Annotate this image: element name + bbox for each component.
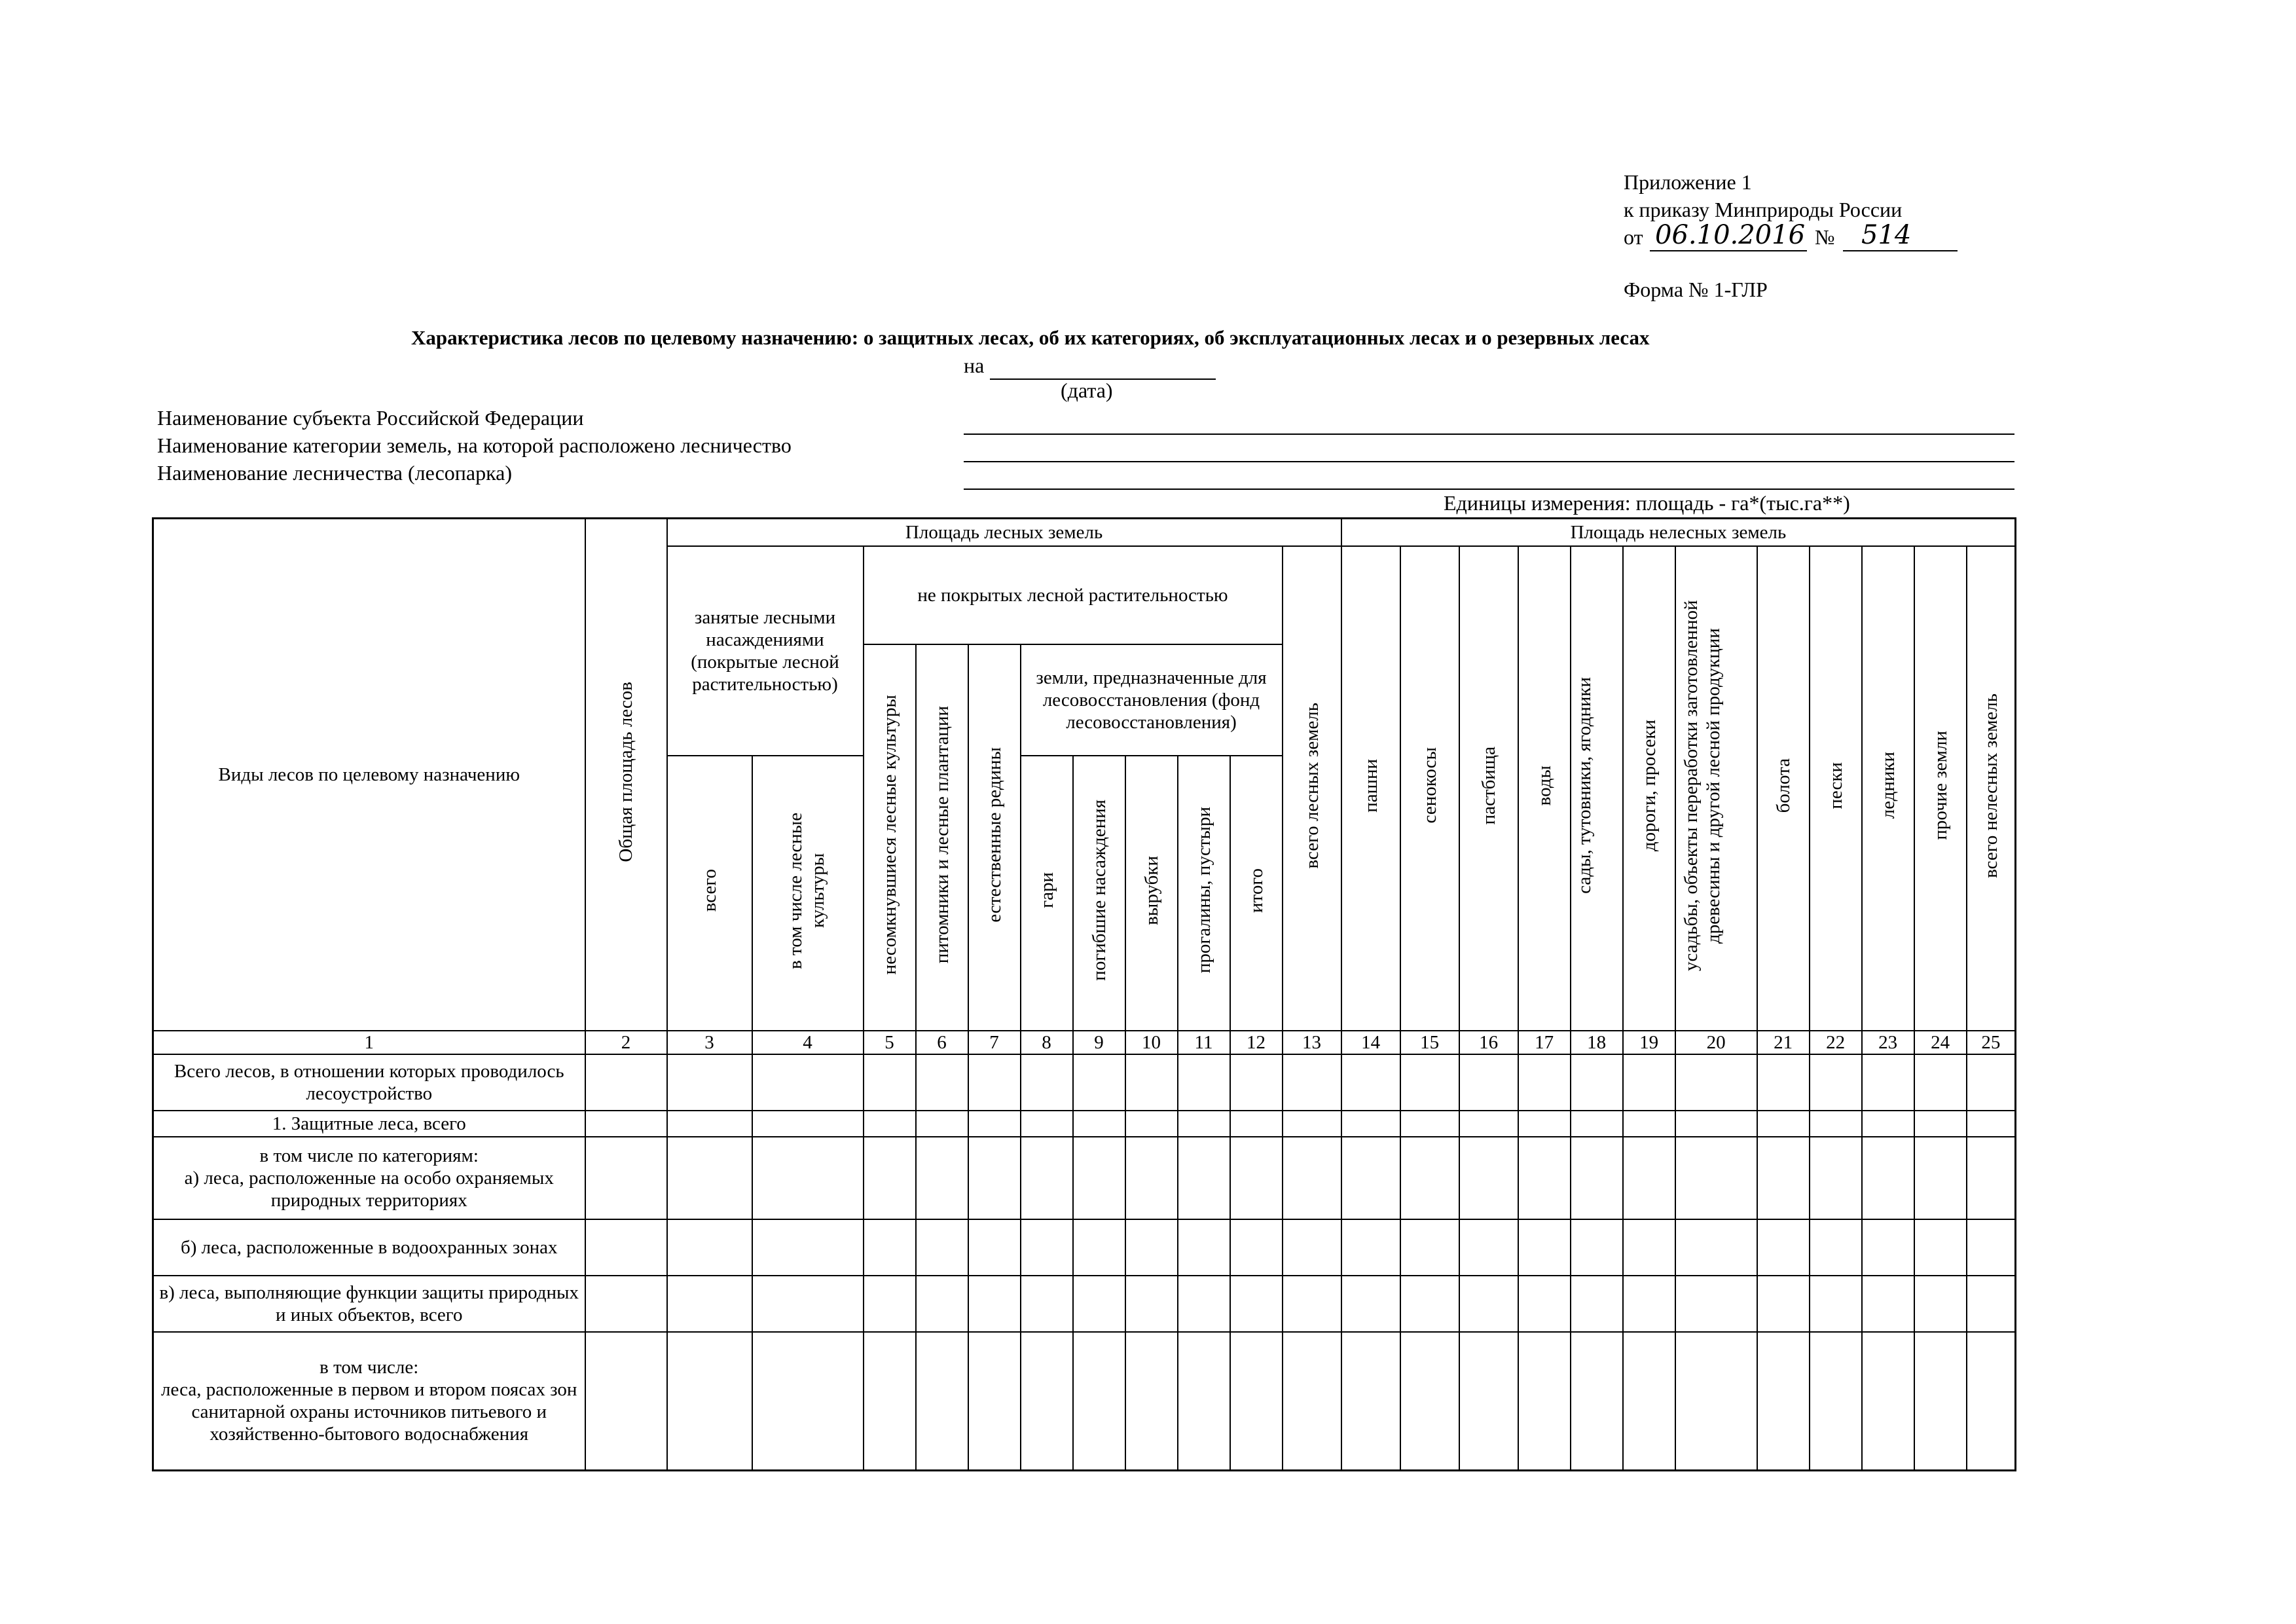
data-cell-col-18[interactable] [1571, 1276, 1623, 1332]
data-cell-col-4[interactable] [752, 1332, 864, 1471]
data-cell-col-22[interactable] [1810, 1276, 1862, 1332]
col-number: 18 [1571, 1031, 1623, 1054]
field-forestry-line[interactable] [964, 489, 2014, 490]
data-cell-col-18[interactable] [1571, 1332, 1623, 1471]
field-land-category-label: Наименование категории земель, на которой расположено лесничество [157, 434, 792, 457]
field-land-category-line[interactable] [964, 461, 2014, 462]
data-cell-col-25[interactable] [1967, 1111, 2016, 1137]
data-cell-col-15[interactable] [1400, 1276, 1459, 1332]
data-cell-col-24[interactable] [1914, 1332, 1967, 1471]
data-cell-col-20[interactable] [1675, 1332, 1757, 1471]
data-cell-col-20[interactable] [1675, 1137, 1757, 1219]
data-cell-col-8[interactable] [1021, 1219, 1073, 1276]
data-cell-col-6[interactable] [916, 1332, 968, 1471]
col-header-11 [1178, 756, 1230, 1031]
data-cell-col-2[interactable] [585, 1276, 667, 1332]
data-cell-col-22[interactable] [1810, 1054, 1862, 1111]
col-header-9 [1073, 756, 1125, 1031]
data-cell-col-13[interactable] [1283, 1054, 1341, 1111]
data-cell-col-9[interactable] [1073, 1054, 1125, 1111]
data-cell-col-9[interactable] [1073, 1111, 1125, 1137]
data-cell-col-21[interactable] [1757, 1332, 1810, 1471]
col-header-19-text: дороги, просеки [1638, 719, 1660, 852]
data-cell-col-5[interactable] [864, 1111, 916, 1137]
document-title: Характеристика лесов по целевому назначению: о защитных лесах, об их категориях, об эксплуатационных лесах и о резервных лесах [411, 326, 1650, 349]
data-cell-col-22[interactable] [1810, 1219, 1862, 1276]
col-header-total-text: Общая площадь лесов [615, 681, 636, 862]
data-cell-col-24[interactable] [1914, 1276, 1967, 1332]
data-cell-col-21[interactable] [1757, 1137, 1810, 1219]
col-header-3 [667, 756, 752, 1031]
col-header-24-text: прочие земли [1929, 731, 1951, 840]
data-cell-col-17[interactable] [1518, 1054, 1571, 1111]
col-number: 20 [1675, 1031, 1757, 1054]
data-cell-col-5[interactable] [864, 1332, 916, 1471]
data-cell-col-19[interactable] [1623, 1332, 1675, 1471]
data-cell-col-12[interactable] [1230, 1111, 1283, 1137]
data-cell-col-16[interactable] [1459, 1276, 1518, 1332]
col-number: 25 [1967, 1031, 2016, 1054]
field-subject-label: Наименование субъекта Российской Федерации [157, 406, 584, 430]
col-header-8 [1021, 756, 1073, 1031]
data-cell-col-23[interactable] [1862, 1219, 1914, 1276]
data-cell-col-16[interactable] [1459, 1332, 1518, 1471]
col-header-25 [1967, 546, 2016, 1031]
data-cell-col-15[interactable] [1400, 1332, 1459, 1471]
col-number: 13 [1283, 1031, 1341, 1054]
data-cell-col-18[interactable] [1571, 1219, 1623, 1276]
data-cell-col-16[interactable] [1459, 1054, 1518, 1111]
order-date-row [1624, 224, 1643, 250]
col-header-5-text: несомкнувшиеся лесные культуры [879, 694, 900, 975]
col-number: 16 [1459, 1031, 1518, 1054]
col-header-10 [1125, 756, 1178, 1031]
data-cell-col-4[interactable] [752, 1137, 864, 1219]
data-cell-col-17[interactable] [1518, 1111, 1571, 1137]
data-cell-col-11[interactable] [1178, 1332, 1230, 1471]
col-header-12 [1230, 756, 1283, 1031]
subgroup-not-covered-text: не покрытых лесной растительностью [917, 584, 1228, 606]
data-cell-col-19[interactable] [1623, 1137, 1675, 1219]
group-nonforest-land-text: Площадь нелесных земель [1570, 521, 1787, 543]
column-numbers-row [153, 1031, 2016, 1054]
col-header-15-text: сенокосы [1419, 747, 1440, 824]
data-cell-col-16[interactable] [1459, 1111, 1518, 1137]
data-cell-col-21[interactable] [1757, 1111, 1810, 1137]
data-cell-col-15[interactable] [1400, 1111, 1459, 1137]
col-header-4 [752, 756, 864, 1031]
col-header-6-text: питомники и лесные плантации [931, 705, 953, 964]
col-number: 10 [1125, 1031, 1178, 1054]
table-row [153, 1054, 2016, 1111]
order-number-handwritten: 514 [1861, 220, 1912, 250]
data-cell-col-5[interactable] [864, 1276, 916, 1332]
col-header-kind-text: Виды лесов по целевому назначению [218, 764, 520, 785]
field-forestry-label: Наименование лесничества (лесопарка) [157, 461, 513, 485]
data-cell-col-8[interactable] [1021, 1332, 1073, 1471]
col-number: 12 [1230, 1031, 1283, 1054]
data-cell-col-18[interactable] [1571, 1054, 1623, 1111]
data-cell-col-4[interactable] [752, 1219, 864, 1276]
col-header-20 [1675, 546, 1757, 1031]
data-cell-col-15[interactable] [1400, 1219, 1459, 1276]
data-cell-col-9[interactable] [1073, 1276, 1125, 1332]
data-cell-col-18[interactable] [1571, 1111, 1623, 1137]
data-cell-col-3[interactable] [667, 1111, 752, 1137]
data-cell-col-24[interactable] [1914, 1219, 1967, 1276]
date-caption: (дата) [1061, 378, 1113, 402]
number-prefix: № [1815, 225, 1835, 249]
data-cell-col-13[interactable] [1283, 1332, 1341, 1471]
table-row [153, 1332, 2016, 1471]
col-number: 3 [667, 1031, 752, 1054]
col-header-20-text: усадьбы, объекты переработки заготовленной древесины и другой лесной продукции [1681, 600, 1724, 971]
data-cell-col-20[interactable] [1675, 1054, 1757, 1111]
data-cell-col-14[interactable] [1341, 1111, 1400, 1137]
data-cell-col-25[interactable] [1967, 1332, 2016, 1471]
data-cell-col-8[interactable] [1021, 1137, 1073, 1219]
col-header-17 [1518, 546, 1571, 1031]
data-cell-col-6[interactable] [916, 1137, 968, 1219]
group-nonforest-land [1341, 519, 2016, 546]
data-cell-col-3[interactable] [667, 1137, 752, 1219]
col-number: 4 [752, 1031, 864, 1054]
col-header-4-text: в том числе лесные культуры [784, 811, 828, 969]
col-header-21 [1757, 546, 1810, 1031]
data-cell-col-14[interactable] [1341, 1137, 1400, 1219]
order-date-handwritten: 06.10.2016 [1655, 220, 1806, 250]
data-cell-col-25[interactable] [1967, 1137, 2016, 1219]
table-row [153, 1137, 2016, 1219]
col-number: 7 [968, 1031, 1021, 1054]
forest-table [152, 517, 2016, 1471]
data-cell-col-23[interactable] [1862, 1111, 1914, 1137]
data-cell-col-3[interactable] [667, 1054, 752, 1111]
data-cell-col-23[interactable] [1862, 1332, 1914, 1471]
col-number: 22 [1810, 1031, 1862, 1054]
data-cell-col-16[interactable] [1459, 1219, 1518, 1276]
row-label: в) леса, выполняющие функции защиты природных и иных объектов, всего [153, 1276, 585, 1332]
row-label: в том числе: леса, расположенные в первом и втором поясах зон санитарной охраны источников питьевого и хозяйственно-бытового водоснабжения [153, 1332, 585, 1471]
data-cell-col-17[interactable] [1518, 1332, 1571, 1471]
data-cell-col-19[interactable] [1623, 1111, 1675, 1137]
col-header-6 [916, 644, 968, 1031]
data-cell-col-7[interactable] [968, 1332, 1021, 1471]
data-cell-col-21[interactable] [1757, 1276, 1810, 1332]
col-header-12-text: итого [1245, 868, 1267, 913]
col-number: 8 [1021, 1031, 1073, 1054]
col-header-14-text: пашни [1360, 758, 1381, 813]
data-cell-col-13[interactable] [1283, 1219, 1341, 1276]
appendix-label: Приложение 1 [1624, 170, 1752, 194]
table-row [153, 1111, 2016, 1137]
field-subject-line[interactable] [964, 434, 2014, 435]
data-cell-col-6[interactable] [916, 1276, 968, 1332]
data-cell-col-4[interactable] [752, 1111, 864, 1137]
data-cell-col-17[interactable] [1518, 1219, 1571, 1276]
data-cell-col-22[interactable] [1810, 1137, 1862, 1219]
col-number: 6 [916, 1031, 968, 1054]
data-cell-col-11[interactable] [1178, 1219, 1230, 1276]
data-cell-col-25[interactable] [1967, 1219, 2016, 1276]
order-label: к приказу Минприроды России [1624, 198, 1903, 221]
data-cell-col-9[interactable] [1073, 1219, 1125, 1276]
col-header-22-text: пески [1825, 762, 1846, 809]
col-number: 9 [1073, 1031, 1125, 1054]
col-header-16 [1459, 546, 1518, 1031]
data-cell-col-6[interactable] [916, 1054, 968, 1111]
table-row [153, 1219, 2016, 1276]
data-cell-col-17[interactable] [1518, 1276, 1571, 1332]
order-number-underline [1843, 220, 1958, 251]
data-cell-col-20[interactable] [1675, 1219, 1757, 1276]
data-cell-col-10[interactable] [1125, 1219, 1178, 1276]
data-cell-col-2[interactable] [585, 1137, 667, 1219]
col-header-11-text: прогалины, пустыри [1193, 807, 1214, 974]
col-number: 23 [1862, 1031, 1914, 1054]
data-cell-col-6[interactable] [916, 1111, 968, 1137]
data-cell-col-25[interactable] [1967, 1276, 2016, 1332]
data-cell-col-11[interactable] [1178, 1137, 1230, 1219]
col-number: 11 [1178, 1031, 1230, 1054]
subgroup-covered [667, 546, 864, 756]
col-header-13 [1283, 546, 1341, 1031]
data-cell-col-15[interactable] [1400, 1137, 1459, 1219]
data-cell-col-3[interactable] [667, 1276, 752, 1332]
col-number: 15 [1400, 1031, 1459, 1054]
data-cell-col-3[interactable] [667, 1219, 752, 1276]
col-header-23-text: ледники [1877, 752, 1899, 819]
col-number: 2 [585, 1031, 667, 1054]
subgroup-reforest-text: земли, предназначенные для лесовосстановления (фонд лесовосстановления) [1036, 667, 1267, 733]
group-forest-land [667, 519, 1341, 546]
data-cell-col-25[interactable] [1967, 1054, 2016, 1111]
col-number: 14 [1341, 1031, 1400, 1054]
subgroup-reforest [1021, 644, 1283, 756]
col-header-18 [1571, 546, 1623, 1031]
order-date-underline [1650, 220, 1807, 251]
data-cell-col-20[interactable] [1675, 1276, 1757, 1332]
data-cell-col-7[interactable] [968, 1276, 1021, 1332]
row-label: б) леса, расположенные в водоохранных зонах [153, 1219, 585, 1276]
data-cell-col-18[interactable] [1571, 1137, 1623, 1219]
data-cell-col-13[interactable] [1283, 1276, 1341, 1332]
data-cell-col-4[interactable] [752, 1276, 864, 1332]
data-cell-col-9[interactable] [1073, 1332, 1125, 1471]
data-cell-col-10[interactable] [1125, 1054, 1178, 1111]
col-header-19 [1623, 546, 1675, 1031]
date-prefix: на [964, 354, 985, 377]
data-cell-col-14[interactable] [1341, 1219, 1400, 1276]
form-number: Форма № 1-ГЛР [1624, 278, 1768, 301]
data-cell-col-7[interactable] [968, 1219, 1021, 1276]
data-cell-col-23[interactable] [1862, 1137, 1914, 1219]
col-header-18-text: сады, тутовники, ягодники [1573, 677, 1595, 894]
data-cell-col-2[interactable] [585, 1332, 667, 1471]
data-cell-col-22[interactable] [1810, 1111, 1862, 1137]
data-cell-col-14[interactable] [1341, 1276, 1400, 1332]
data-cell-col-21[interactable] [1757, 1219, 1810, 1276]
row-label: Всего лесов, в отношении которых проводилось лесоустройство [153, 1054, 585, 1111]
data-cell-col-8[interactable] [1021, 1111, 1073, 1137]
data-cell-col-2[interactable] [585, 1219, 667, 1276]
col-header-5 [864, 644, 916, 1031]
col-header-8-text: гари [1036, 872, 1057, 908]
data-cell-col-11[interactable] [1178, 1111, 1230, 1137]
col-header-15 [1400, 546, 1459, 1031]
data-cell-col-9[interactable] [1073, 1137, 1125, 1219]
data-cell-col-11[interactable] [1178, 1054, 1230, 1111]
data-cell-col-15[interactable] [1400, 1054, 1459, 1111]
col-number: 21 [1757, 1031, 1810, 1054]
data-cell-col-7[interactable] [968, 1137, 1021, 1219]
data-cell-col-8[interactable] [1021, 1054, 1073, 1111]
col-header-14 [1341, 546, 1400, 1031]
data-cell-col-14[interactable] [1341, 1054, 1400, 1111]
data-cell-col-24[interactable] [1914, 1054, 1967, 1111]
data-cell-col-7[interactable] [968, 1111, 1021, 1137]
table-row [153, 1276, 2016, 1332]
data-cell-col-4[interactable] [752, 1054, 864, 1111]
data-cell-col-5[interactable] [864, 1054, 916, 1111]
data-cell-col-19[interactable] [1623, 1054, 1675, 1111]
data-cell-col-14[interactable] [1341, 1332, 1400, 1471]
data-cell-col-17[interactable] [1518, 1137, 1571, 1219]
data-cell-col-6[interactable] [916, 1219, 968, 1276]
data-cell-col-10[interactable] [1125, 1332, 1178, 1471]
col-number: 24 [1914, 1031, 1967, 1054]
data-cell-col-22[interactable] [1810, 1332, 1862, 1471]
data-cell-col-7[interactable] [968, 1054, 1021, 1111]
data-cell-col-23[interactable] [1862, 1054, 1914, 1111]
data-cell-col-23[interactable] [1862, 1276, 1914, 1332]
subgroup-covered-text: занятые лесными насаждениями (покрытые лесной растительностью) [691, 606, 839, 695]
col-header-17-text: воды [1533, 765, 1555, 806]
col-header-kind [153, 519, 585, 1031]
col-number: 19 [1623, 1031, 1675, 1054]
data-cell-col-24[interactable] [1914, 1137, 1967, 1219]
data-cell-col-12[interactable] [1230, 1276, 1283, 1332]
col-header-10-text: вырубки [1140, 855, 1162, 925]
group-forest-land-text: Площадь лесных земель [905, 521, 1103, 543]
data-cell-col-5[interactable] [864, 1137, 916, 1219]
col-header-7 [968, 644, 1021, 1031]
subgroup-not-covered [864, 546, 1283, 644]
data-cell-col-12[interactable] [1230, 1219, 1283, 1276]
data-cell-col-5[interactable] [864, 1219, 916, 1276]
col-header-24 [1914, 546, 1967, 1031]
data-cell-col-12[interactable] [1230, 1332, 1283, 1471]
data-cell-col-24[interactable] [1914, 1111, 1967, 1137]
data-cell-col-2[interactable] [585, 1111, 667, 1137]
col-header-9-text: погибшие насаждения [1088, 800, 1110, 981]
row-label: в том числе по категориям: а) леса, расположенные на особо охраняемых природных территориях [153, 1137, 585, 1219]
col-header-25-text: всего нелесных земель [1980, 693, 2001, 878]
row-label: 1. Защитные леса, всего [153, 1111, 585, 1137]
from-prefix: от [1624, 225, 1643, 249]
col-header-23 [1862, 546, 1914, 1031]
data-cell-col-19[interactable] [1623, 1276, 1675, 1332]
col-number: 17 [1518, 1031, 1571, 1054]
col-header-22 [1810, 546, 1862, 1031]
data-cell-col-16[interactable] [1459, 1137, 1518, 1219]
data-cell-col-21[interactable] [1757, 1054, 1810, 1111]
data-cell-col-12[interactable] [1230, 1054, 1283, 1111]
data-cell-col-10[interactable] [1125, 1111, 1178, 1137]
col-number: 5 [864, 1031, 916, 1054]
data-cell-col-2[interactable] [585, 1054, 667, 1111]
data-cell-col-12[interactable] [1230, 1137, 1283, 1219]
col-number: 1 [153, 1031, 585, 1054]
col-header-16-text: пастбища [1478, 746, 1499, 825]
data-cell-col-3[interactable] [667, 1332, 752, 1471]
col-header-3-text: всего [699, 868, 720, 912]
col-header-7-text: естественные редины [983, 747, 1005, 923]
col-header-13-text: всего лесных земель [1301, 702, 1322, 869]
data-cell-col-13[interactable] [1283, 1111, 1341, 1137]
data-cell-col-11[interactable] [1178, 1276, 1230, 1332]
data-cell-col-8[interactable] [1021, 1276, 1073, 1332]
data-cell-col-10[interactable] [1125, 1276, 1178, 1332]
units-label: Единицы измерения: площадь - га*(тыс.га**) [1444, 491, 1850, 515]
data-cell-col-20[interactable] [1675, 1111, 1757, 1137]
col-header-total [585, 519, 667, 1031]
col-header-21-text: болота [1772, 758, 1794, 813]
data-cell-col-19[interactable] [1623, 1219, 1675, 1276]
data-cell-col-10[interactable] [1125, 1137, 1178, 1219]
data-cell-col-13[interactable] [1283, 1137, 1341, 1219]
